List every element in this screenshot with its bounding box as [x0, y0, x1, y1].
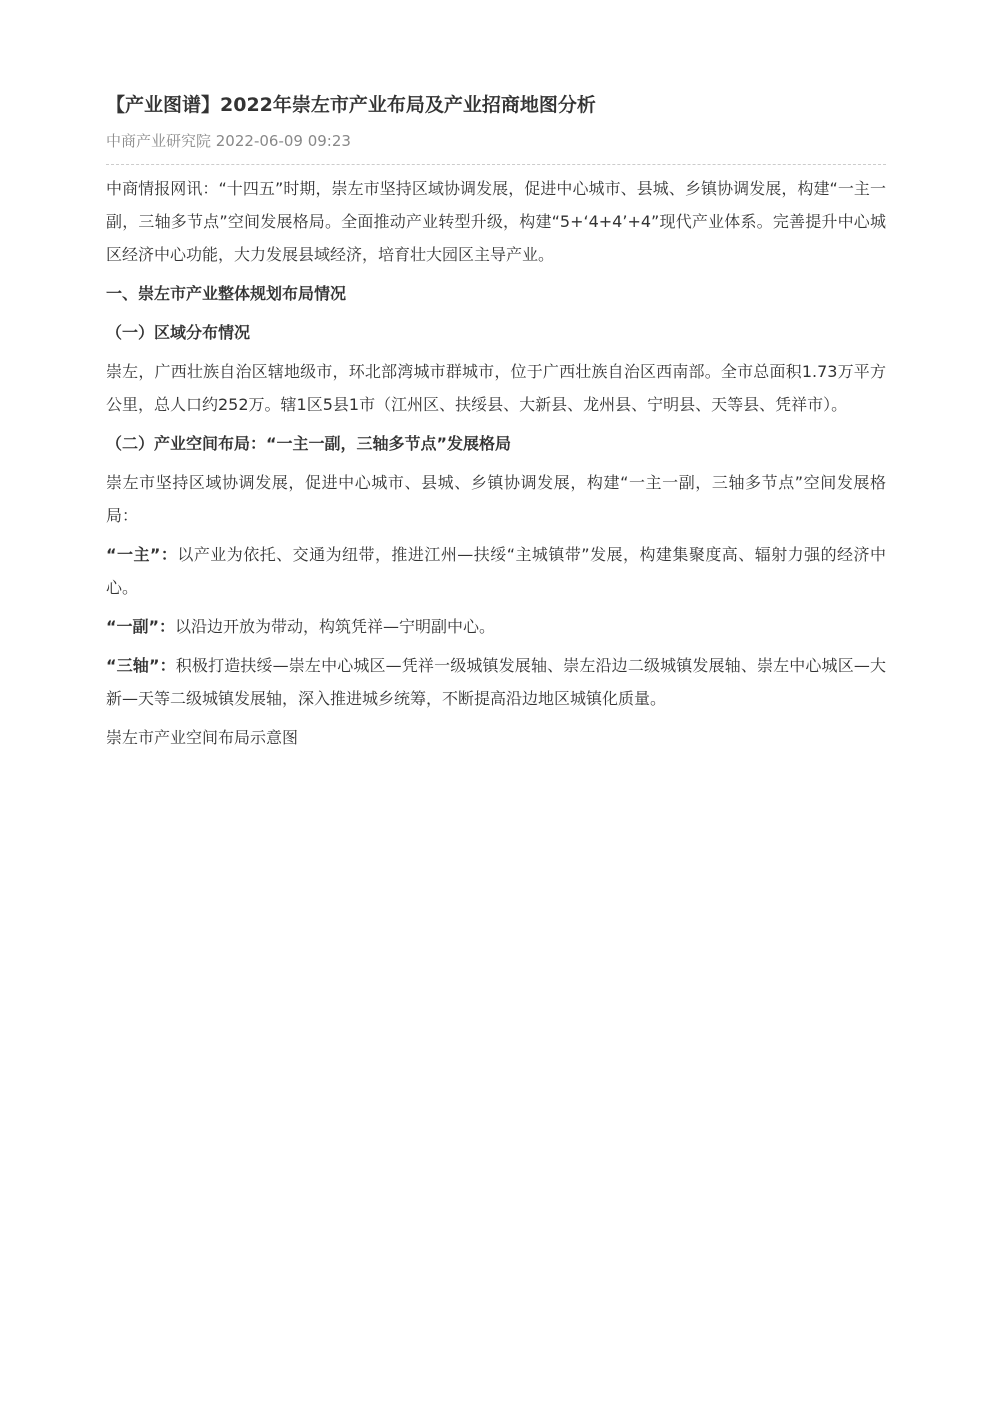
- subsection-heading-1: （一）区域分布情况: [106, 323, 251, 342]
- item-sub-paragraph: [106, 610, 886, 643]
- item-axes-label: “三轴”：: [106, 656, 176, 675]
- layout-paragraph: 崇左市坚持区域协调发展，促进中心城市、县城、乡镇协调发展，构建“一主一副，三轴多节点”空间发展格局：: [106, 473, 886, 525]
- figure-caption: 崇左市产业空间布局示意图: [106, 728, 299, 747]
- subsection-heading-2: （二）产业空间布局：“一主一副，三轴多节点”发展格局: [106, 434, 512, 453]
- section-heading: 一、崇左市产业整体规划布局情况: [106, 284, 347, 303]
- divider: [106, 164, 886, 165]
- article-title: 【产业图谱】2022年崇左市产业布局及产业招商地图分析: [106, 94, 596, 116]
- item-sub-text: 以沿边开放为带动，构筑凭祥—宁明副中心。: [175, 617, 496, 636]
- item-sub-label: “一副”：: [106, 617, 176, 636]
- item-axes-text: 积极打造扶绥—崇左中心城区—凭祥一级城镇发展轴、崇左沿边二级城镇发展轴、崇左中心城区—大新—天等二级城镇发展轴，深入推进城乡统筹，不断提高沿边地区城镇化质量。: [106, 656, 886, 708]
- region-paragraph: 崇左，广西壮族自治区辖地级市，环北部湾城市群城市，位于广西壮族自治区西南部。全市总面积1.73万平方公里，总人口约252万。辖1区5县1市（江州区、扶绥县、大新县、龙州县、宁明县、天等县、凭祥市）。: [106, 362, 886, 414]
- article-meta: 中商产业研究院 2022-06-09 09:23: [106, 132, 351, 150]
- article: [106, 88, 886, 754]
- item-main-paragraph: [106, 538, 886, 604]
- lead-paragraph: 中商情报网讯：“十四五”时期，崇左市坚持区域协调发展，促进中心城市、县城、乡镇协调发展，构建“一主一副，三轴多节点”空间发展格局。全面推动产业转型升级，构建“5+‘4+4’+4”现代产业体系。完善提升中心城区经济中心功能，大力发展县域经济，培育壮大园区主导产业。: [106, 179, 886, 264]
- item-main-label: “一主”：: [106, 545, 178, 564]
- item-axes-paragraph: [106, 649, 886, 715]
- item-main-text: 以产业为依托、交通为纽带，推进江州—扶绥“主城镇带”发展，构建集聚度高、辐射力强的经济中心。: [106, 545, 886, 597]
